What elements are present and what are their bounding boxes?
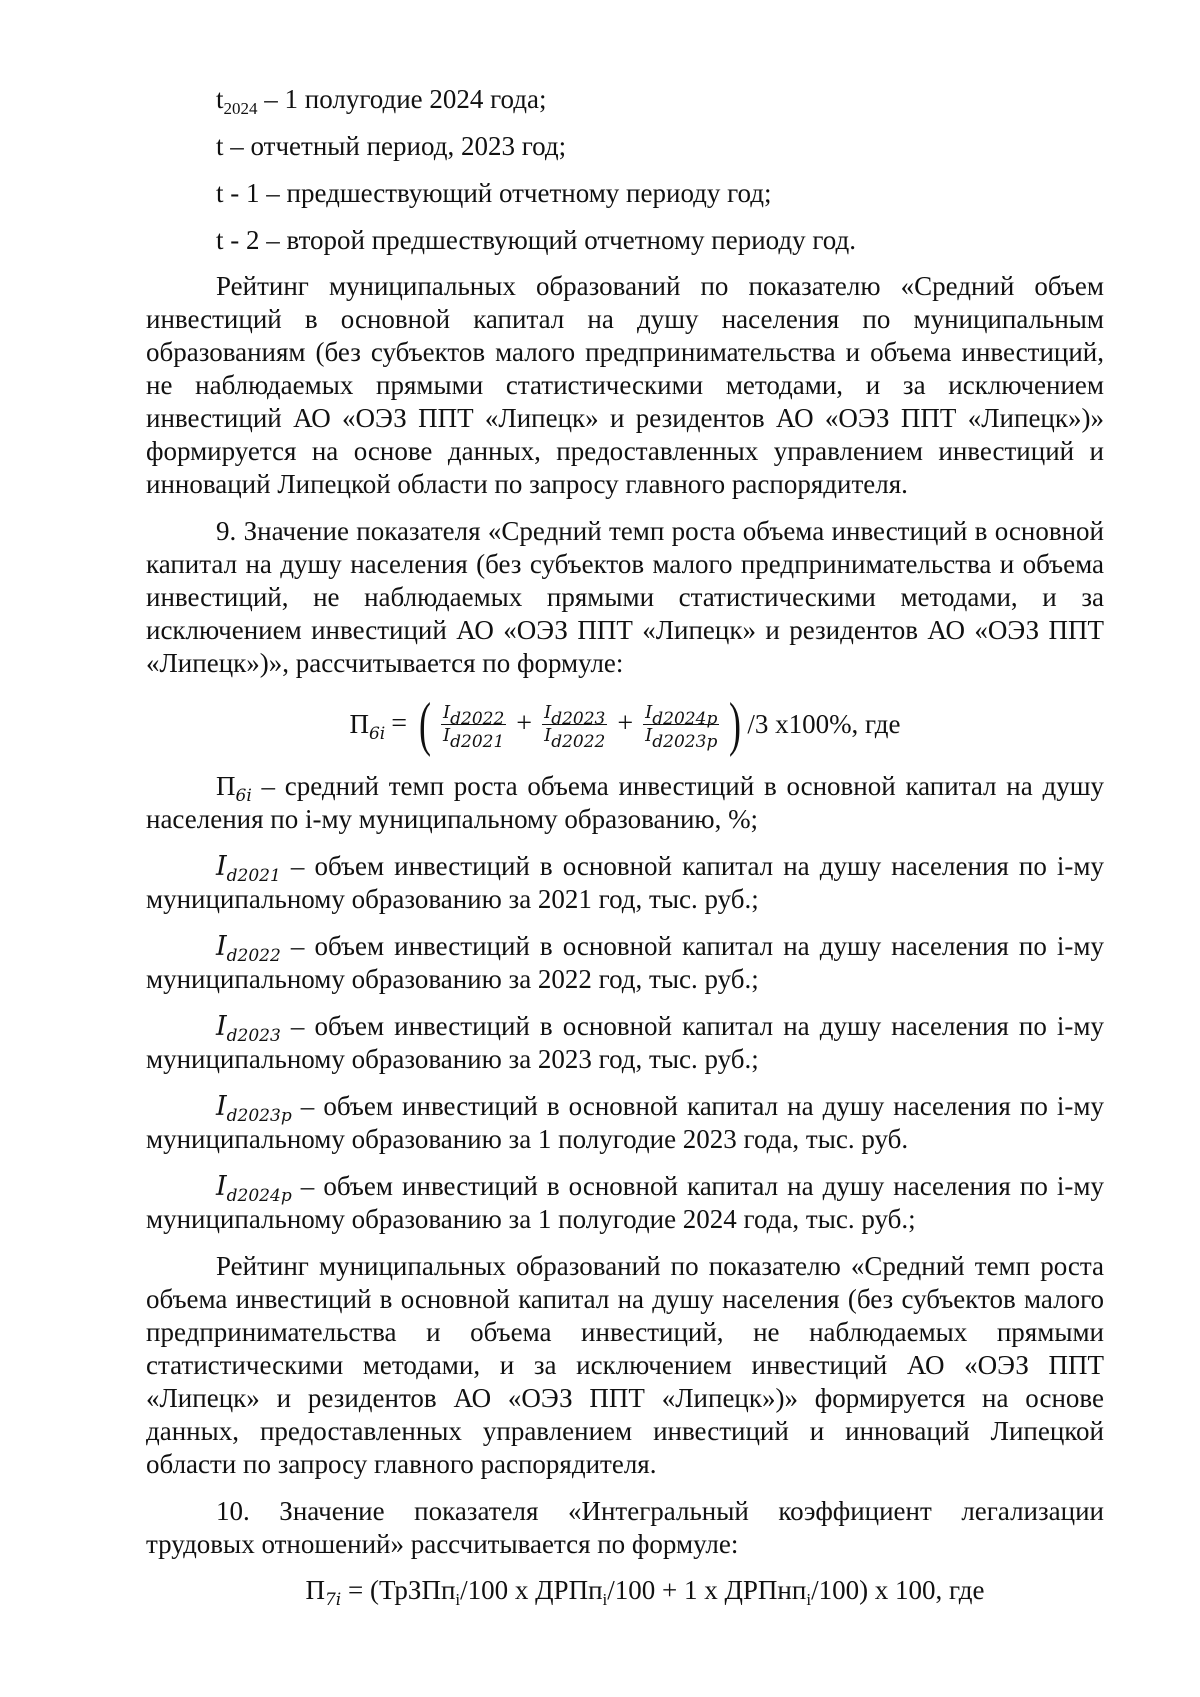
fraction-term-1: $\frac{I_{d2022}}{I_{d2021}}$ bbox=[443, 701, 505, 752]
variable-definition: $I_{d2021}$ – объем инвестиций в основной капитал на душу населения по i-му муниципальному образованию за 2021 год, тыс. руб.; bbox=[146, 851, 1104, 914]
paragraph-item-9: 9. Значение показателя «Средний темп роста объема инвестиций в основной капитал на душу населения (без субъектов малого предпринимательства и объема инвестиций, не наблюдаемых прямыми статистическими методами, и за исключением инвестиций АО «ОЭЗ ППТ «Липецк» и резидентов АО «ОЭЗ ППТ «Липецк»)», рассчитывается по формуле: bbox=[146, 516, 1104, 678]
variable-definition: $I_{d2023p}$ – объем инвестиций в основной капитал на душу населения по i-му муниципальному образованию за 1 полугодие 2023 года, тыс. руб. bbox=[146, 1091, 1104, 1154]
formula-p6-lhs: $П_{6i}$ bbox=[349, 708, 386, 744]
paragraph-item-10: 10. Значение показателя «Интегральный коэффициент легализации трудовых отношений» рассчитывается по формуле: bbox=[146, 1496, 1104, 1559]
definition-t-minus-2: t - 2 – второй предшествующий отчетному периоду год. bbox=[216, 225, 856, 255]
formula-p7: $П_{7i}$ = (ТрЗПп$_i$/100 х ДРПп$_i$/100 + 1 х ДРПнп$_i$/100) х 100, где bbox=[305, 1575, 985, 1610]
definition-t-minus-1: t - 1 – предшествующий отчетному периоду год; bbox=[216, 178, 772, 208]
paragraph-rating-growth-rate: Рейтинг муниципальных образований по показателю «Средний темп роста объема инвестиций в основной капитал на душу населения (без субъектов малого предпринимательства и объема инвестиций, не наблюдаемых прямыми статистическими методами, и за исключением инвестиций АО «ОЭЗ ППТ «Липецк» и резидентов АО «ОЭЗ ППТ «Липецк»)» формируется на основе данных, предоставленных управлением инвестиций и инноваций Липецкой области по запросу главного распорядителя. bbox=[146, 1251, 1104, 1479]
formula-p6: $П_{6i}$ = ( $\frac{I_{d2022}}{I_{d2021}}$ + $\frac{I_{d2023}}{I_{d2022}}$ + $\frac{I_{d2024p}}{I_{d2023p}}$ ) /3 x100%, где bbox=[349, 691, 901, 757]
variable-definition: $I_{d2022}$ – объем инвестиций в основной капитал на душу населения по i-му муниципальному образованию за 2022 год, тыс. руб.; bbox=[146, 931, 1104, 994]
definition-t: t – отчетный период, 2023 год; bbox=[216, 131, 567, 161]
formula-p6-tail: /3 x100%, где bbox=[747, 708, 901, 739]
formula-p6-definitions bbox=[146, 770, 1104, 1236]
variable-definition: $I_{d2024p}$ – объем инвестиций в основной капитал на душу населения по i-му муниципальному образованию за 1 полугодие 2024 года, тыс. руб.; bbox=[146, 1171, 1104, 1234]
variable-definition: $П_{6i}$ – средний темп роста объема инвестиций в основной капитал на душу населения по i-му муниципальному образованию, %; bbox=[146, 771, 1104, 834]
paragraph-rating-average-investment: Рейтинг муниципальных образований по показателю «Средний объем инвестиций в основной капитал на душу населения по муниципальным образованиям (без субъектов малого предпринимательства и объема инвестиций, не наблюдаемых прямыми статистическими методами, и за исключением инвестиций АО «ОЭЗ ППТ «Липецк» и резидентов АО «ОЭЗ ППТ «Липецк»)» формируется на основе данных, предоставленных управлением инвестиций и инноваций Липецкой области по запросу главного распорядителя. bbox=[146, 271, 1104, 499]
definition-t2024: $t_{2024} - 1$ полугодие 2024 года; bbox=[216, 84, 547, 118]
variable-definition: $I_{d2023}$ – объем инвестиций в основной капитал на душу населения по i-му муниципальному образованию за 2023 год, тыс. руб.; bbox=[146, 1011, 1104, 1074]
fraction-term-2: $\frac{I_{d2023}}{I_{d2022}}$ bbox=[544, 701, 606, 752]
fraction-term-3: $\frac{I_{d2024p}}{I_{d2023p}}$ bbox=[645, 701, 718, 752]
